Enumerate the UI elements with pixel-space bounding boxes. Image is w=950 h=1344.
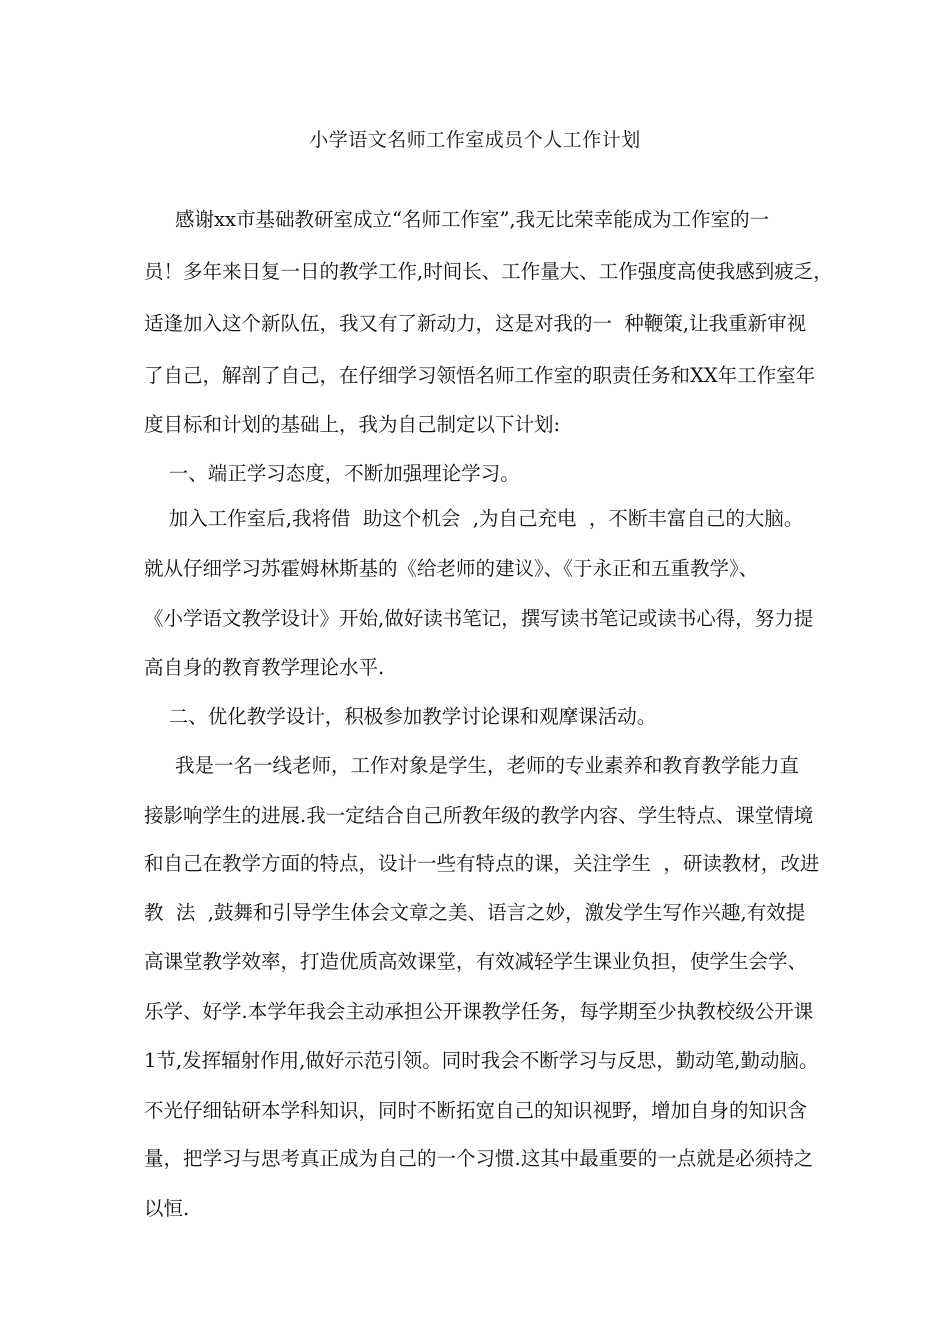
paragraph-line: 适逢加入这个新队伍，我又有了新动力，这是对我的一 种鞭策,让我重新审视 (144, 312, 807, 335)
paragraph-line: 感谢xx市基础教研室成立“名师工作室”,我无比荣幸能成为工作室的一 (144, 208, 770, 231)
paragraph-line: 教 法 ,鼓舞和引导学生体会文章之美、语言之妙，激发学生写作兴趣,有效提 (144, 901, 806, 924)
paragraph-line: 1节,发挥辐射作用,做好示范引领。同时我会不断学习与反思，勤动笔,勤动脑。 (144, 1049, 819, 1072)
paragraph-line: 加入工作室后,我将借 助这个机会 ,为自己充电 ，不断丰富自己的大脑。 (144, 507, 804, 530)
paragraph-line: 度目标和计划的基础上，我为自己制定以下计划: (144, 413, 561, 436)
paragraph-line: 和自己在教学方面的特点，设计一些有特点的课，关注学生 ，研读教材，改进 (144, 852, 820, 875)
paragraph-line: 我是一名一线老师，工作对象是学生，老师的专业素养和教育教学能力直 (144, 754, 799, 777)
paragraph-line: 《小学语文教学设计》开始,做好读书笔记，撰写读书笔记或读书心得，努力提 (144, 607, 814, 630)
paragraph-line: 乐学、好学.本学年我会主动承担公开课教学任务，每学期至少执教校级公开课 (144, 1000, 814, 1023)
paragraph-line: 二、优化教学设计，积极参加教学讨论课和观摩课活动。 (144, 705, 657, 728)
paragraph-line: 高自身的教育教学理论水平. (144, 656, 385, 679)
paragraph-line: 员！多年来日复一日的教学工作,时间长、工作量大、工作强度高使我感到疲乏， (144, 260, 833, 283)
paragraph-line: 高课堂教学效率，打造优质高效课堂，有效减轻学生课业负担，使学生会学、 (144, 950, 808, 973)
paragraph-line: 不光仔细钻研本学科知识，同时不断拓宽自己的知识视野，增加自身的知识含 (144, 1099, 808, 1122)
document-title: 小学语文名师工作室成员个人工作计划 (309, 129, 641, 151)
paragraph-line: 以恒. (144, 1197, 190, 1220)
paragraph-line: 一、端正学习态度，不断加强理论学习。 (144, 462, 520, 485)
paragraph-line: 了自己，解剖了自己，在仔细学习领悟名师工作室的职责任务和XX年工作室年 (144, 364, 816, 387)
paragraph-line: 量，把学习与思考真正成为自己的一个习惯.这其中最重要的一点就是必须持之 (144, 1147, 814, 1170)
paragraph-line: 就从仔细学习苏霍姆林斯基的《给老师的建议》、《于永正和五重教学》、 (144, 557, 759, 580)
paragraph-line: 接影响学生的进展.我一定结合自己所教年级的教学内容、学生特点、课堂情境 (144, 804, 814, 827)
